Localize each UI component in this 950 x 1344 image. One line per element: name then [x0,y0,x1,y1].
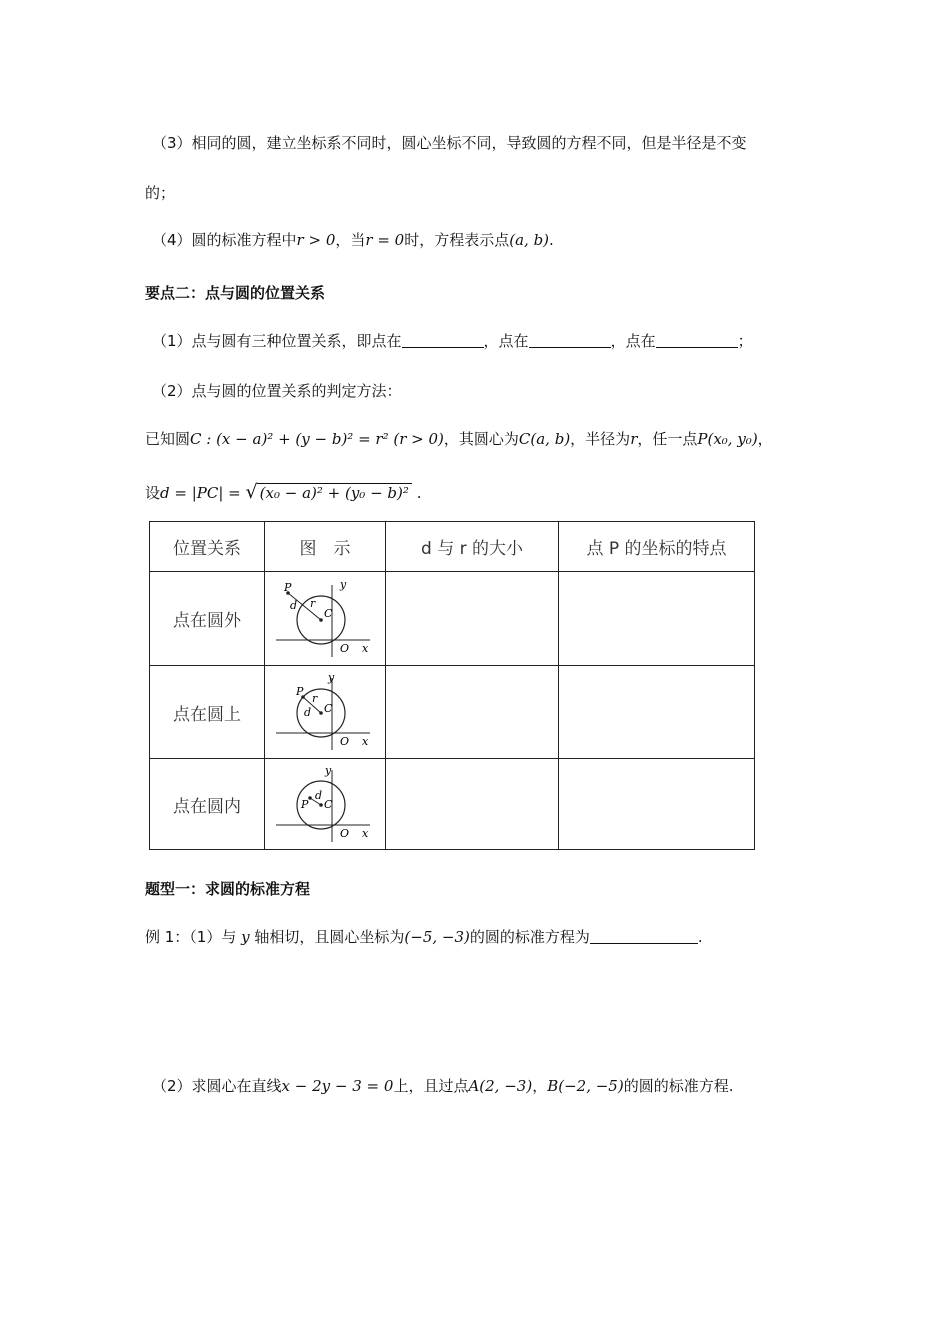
note-3-line2: 的； [145,184,176,202]
ex2-sep: ， [532,1077,548,1095]
note4-pre: （4）圆的标准方程中 [152,231,297,249]
point-p-coord: P(x₀, y₀) [697,430,758,448]
radius-symbol: r [630,430,638,448]
p1-c: ，点在 [610,332,656,350]
label-y: y [325,764,332,777]
point-relation-1 [152,330,753,351]
ex1-post: 的圆的标准方程为 [469,928,590,946]
label-o: O [340,735,350,748]
label-c: C [324,606,333,620]
cell-p-coord[interactable] [559,759,755,850]
ex2-mid: 上，且过点 [393,1077,469,1095]
label-d: d [315,789,323,802]
note4-cond1: r > 0 [296,231,336,249]
p1-a: （1）点与圆有三种位置关系，即点在 [152,332,402,350]
note4-point: (a, b) [509,231,550,249]
note4-post: 时，方程表示点 [404,231,510,249]
label-d: d [304,706,312,719]
label-p: P [284,580,292,594]
label-p: P [301,798,309,811]
th-d-vs-r: d 与 r 的大小 [386,522,559,572]
center-dot [319,711,323,715]
point-p [308,796,312,800]
label-x: x [362,641,369,655]
note4-cond2: r = 0 [365,231,405,249]
label-c: C [324,702,333,715]
cell-d-vs-r[interactable] [386,759,559,850]
figure-on [270,672,380,752]
table-row [150,572,755,666]
example-1 [145,926,703,947]
blank-3[interactable] [656,333,738,348]
section-title-point-circle: 要点二：点与圆的位置关系 [145,284,326,302]
dist-pre: 设 [145,484,161,502]
note4-mid: ，当 [335,231,366,249]
row-label: 点在圆外 [150,572,265,666]
figure-outside [270,579,380,659]
th-p-coord: 点 P 的坐标的特点 [559,522,755,572]
cell-p-coord[interactable] [559,572,755,666]
ex2-point-a: A(2, −3) [468,1077,533,1095]
label-d: d [290,598,298,612]
center-dot [319,803,323,807]
cell-d-vs-r[interactable] [386,572,559,666]
dist-end: . [416,484,422,502]
answer-blank[interactable] [590,929,698,944]
figure-cell [265,759,386,850]
figure-inside [270,764,380,844]
label-p: P [296,685,304,698]
label-c: C [324,798,333,811]
figure-cell [265,572,386,666]
p1-d: ； [737,332,753,350]
ex2-line: x − 2y − 3 = 0 [281,1077,394,1095]
point-relation-2: （2）点与圆的位置关系的判定方法： [152,382,402,400]
given-circle-line [145,428,773,449]
blank-2[interactable] [529,333,611,348]
label-y: y [340,578,347,591]
figure-cell [265,666,386,759]
th-relation: 位置关系 [150,522,265,572]
dist-lhs: d = |PC| = [160,484,241,502]
ex1-pre: 例 1：（1）与 [145,928,237,946]
th-figure: 图 示 [265,522,386,572]
ex1-mid: 轴相切，且圆心坐标为 [254,928,405,946]
label-o: O [340,641,350,655]
label-o: O [340,827,350,840]
dist-radicand: (x₀ − a)² + (y₀ − b)² [257,483,412,502]
ex2-pre: （2）求圆心在直线 [152,1077,282,1095]
section-title-standard-equation: 题型一：求圆的标准方程 [145,880,311,898]
row-label: 点在圆上 [150,666,265,759]
table-row [150,759,755,850]
label-y: y [328,672,335,684]
example-2 [152,1075,733,1096]
sqrt-sign: √ [245,481,258,503]
cell-d-vs-r[interactable] [386,666,559,759]
given-mid2: ，半径为 [570,430,631,448]
ex2-post: 的圆的标准方程. [623,1077,734,1095]
given-mid1: ，其圆心为 [443,430,519,448]
position-table [149,521,755,850]
ex2-point-b: B(−2, −5) [547,1077,624,1095]
ex1-end: . [697,928,703,946]
distance-formula [145,481,421,503]
note4-end: . [549,231,554,249]
note-4 [152,229,554,250]
center-dot [319,618,323,622]
given-mid3: ，任一点 [637,430,698,448]
circle-equation: C : (x − a)² + (y − b)² = r² (r > 0) [190,430,444,448]
ex1-axis: y [241,928,250,946]
cell-p-coord[interactable] [559,666,755,759]
table-row [150,666,755,759]
p1-b: ，点在 [483,332,529,350]
label-x: x [362,735,369,748]
label-x: x [362,827,369,840]
ex1-center: (−5, −3) [404,928,470,946]
note-3-line1: （3）相同的圆，建立坐标系不同时，圆心坐标不同，导致圆的方程不同，但是半径是不变 [152,134,747,152]
blank-1[interactable] [402,333,484,348]
row-label: 点在圆内 [150,759,265,850]
given-pre: 已知圆 [145,430,191,448]
label-r: r [310,596,316,610]
center-coord: C(a, b) [518,430,571,448]
label-r: r [312,692,318,705]
given-end: ， [757,430,773,448]
